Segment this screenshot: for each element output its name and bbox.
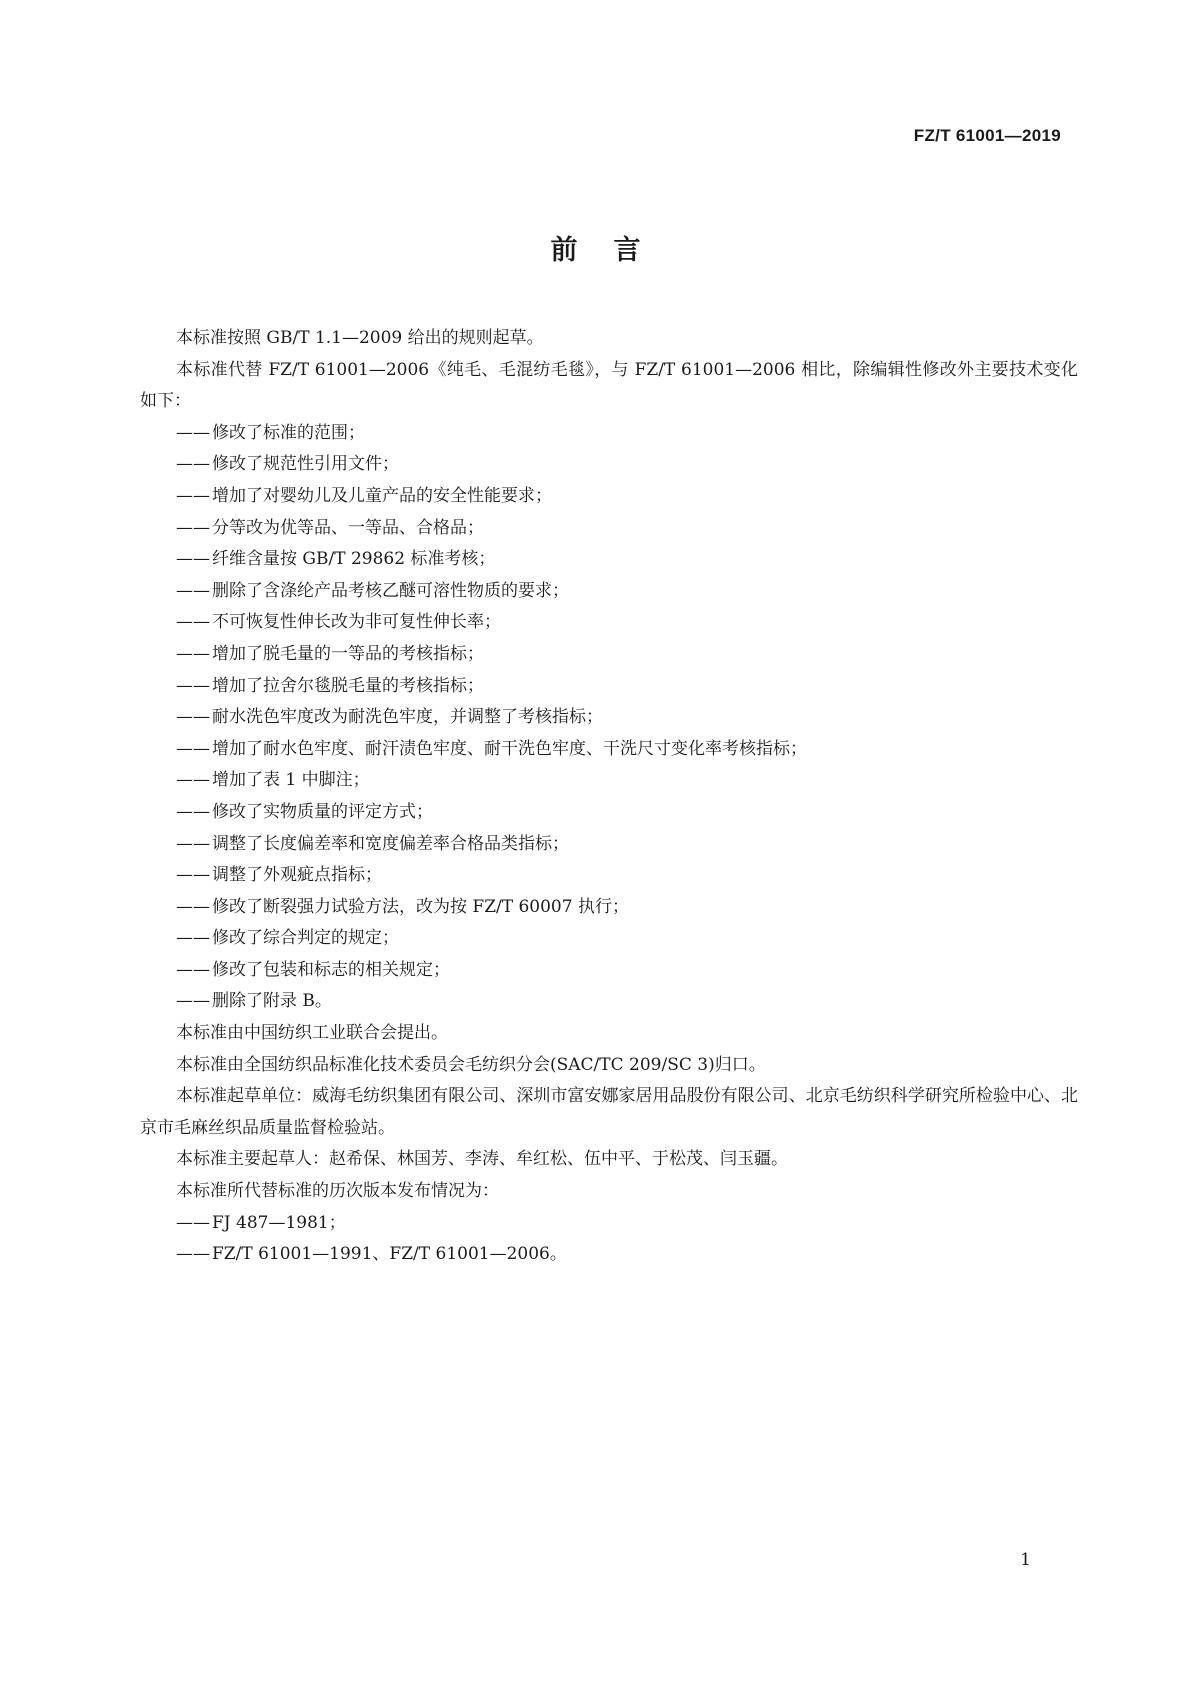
list-item: —— 删除了含涤纶产品考核乙醚可溶性物质的要求； [176,580,569,601]
list-item: —— 增加了耐水色牢度、耐汗渍色牢度、耐干洗色牢度、干洗尺寸变化率考核指标； [176,738,807,759]
list-item: —— 修改了实物质量的评定方式； [176,801,433,822]
history-list [140,1208,1078,1271]
paragraph: 本标准主要起草人：赵希保、林国芳、李涛、牟红松、伍中平、于松茂、闫玉疆。 [176,1149,788,1170]
list-item: —— 增加了拉舍尔毯脱毛量的考核指标； [176,675,484,696]
document-body [140,323,1078,1271]
list-item: —— 增加了对婴幼儿及儿童产品的安全性能要求； [176,485,552,506]
list-item: —— 删除了附录 B。 [176,991,332,1012]
list-item: —— 调整了外观疵点指标； [176,865,382,886]
list-item: —— FJ 487—1981； [176,1212,346,1233]
page-number: 1 [1020,1550,1031,1570]
list-item: —— 耐水洗色牢度改为耐洗色牢度，并调整了考核指标； [176,707,603,728]
list-item: —— 调整了长度偏差率和宽度偏差率合格品类指标； [176,833,569,854]
list-item: —— 修改了包装和标志的相关规定； [176,959,450,980]
list-item: —— 修改了标准的范围； [176,422,365,443]
list-item: —— 不可恢复性伸长改为非可复性伸长率； [176,612,501,633]
paragraph: 本标准所代替标准的历次版本发布情况为： [176,1181,499,1202]
list-item: —— 修改了规范性引用文件； [176,454,399,475]
changes-list [140,418,1078,1018]
list-item: —— 纤维含量按 GB/T 29862 标准考核； [176,549,496,570]
paragraph: 本标准起草单位：威海毛纺织集团有限公司、深圳市富安娜家居用品股份有限公司、北京毛纺织科学研究所检验中心、北京市毛麻丝织品质量监督检验站。 [140,1086,1078,1138]
list-item: —— 修改了断裂强力试验方法，改为按 FZ/T 60007 执行； [176,896,629,917]
paragraph: 本标准按照 GB/T 1.1—2009 给出的规则起草。 [176,328,544,348]
list-item: —— 分等改为优等品、一等品、合格品； [176,517,484,538]
list-item: —— 修改了综合判定的规定； [176,928,399,949]
standard-code: FZ/T 61001—2019 [913,126,1061,145]
list-item: —— FZ/T 61001—1991、FZ/T 61001—2006。 [176,1244,567,1265]
paragraph: 本标准代替 FZ/T 61001—2006《纯毛、毛混纺毛毯》，与 FZ/T 61001—2006 相比，除编辑性修改外主要技术变化如下： [140,359,1078,412]
list-item: —— 增加了表 1 中脚注； [176,770,370,791]
paragraph: 本标准由全国纺织品标准化技术委员会毛纺织分会(SAC/TC 209/SC 3)归口。 [176,1054,766,1075]
paragraph: 本标准由中国纺织工业联合会提出。 [176,1023,448,1044]
list-item: —— 增加了脱毛量的一等品的考核指标； [176,643,484,664]
page-title: 前言 [550,235,677,266]
